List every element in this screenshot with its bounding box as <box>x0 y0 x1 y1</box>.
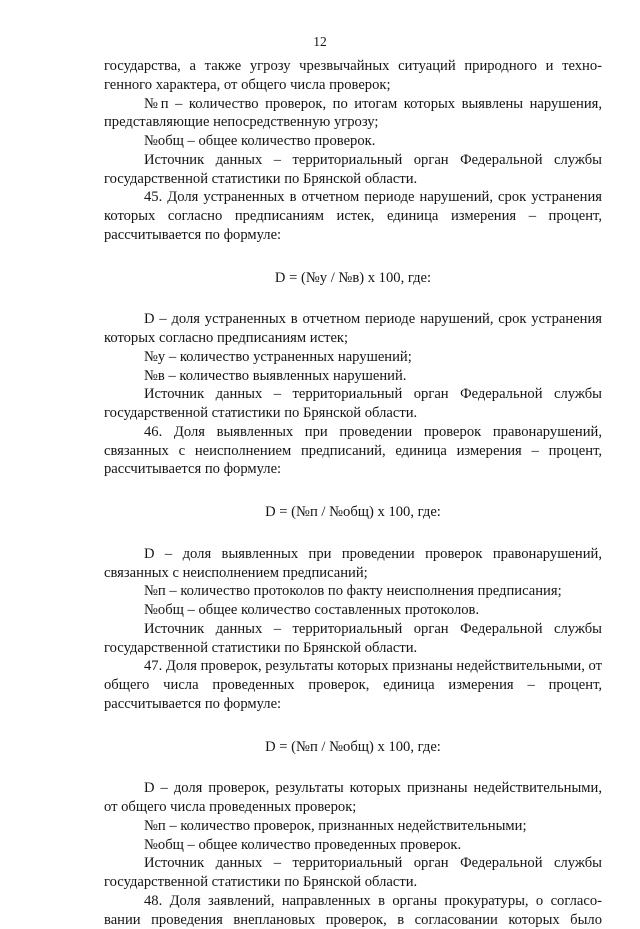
formula: D = (№п / №общ) х 100, где: <box>265 504 441 520</box>
paragraph: Источник данных – территориальный орган Федеральной службы государственной статистики по Брянской области. <box>104 620 602 656</box>
page-number: 12 <box>313 34 327 49</box>
paragraph: Источник данных – территориальный орган Федеральной службы государственной статистики по Брянской области. <box>104 386 602 421</box>
paragraph: 46. Доля выявленных при проведении проверок правонарушений, связанных с неисполнением предписаний, единица измерения – процент, рассчитывается по формуле: <box>104 423 602 478</box>
paragraph: №у – количество устраненных нарушений; <box>144 348 412 365</box>
paragraph: 47. Доля проверок, результаты которых признаны недействительными, от общего числа проведенных проверок, единица измерения – процент, рассчитывается по формуле: <box>104 658 603 712</box>
paragraph: 48. Доля заявлений, направленных в органы прокуратуры, о согласо-вании проведения внеплановых проверок, в согласовании которых было <box>104 892 602 928</box>
paragraph: №общ – общее количество проведенных проверок. <box>144 836 462 853</box>
formula: D = (№п / №общ) х 100, где: <box>265 738 441 755</box>
document-body <box>104 57 602 929</box>
paragraph: D – доля устраненных в отчетном периоде нарушений, срок устранения которых согласно предписаниям истек; <box>104 311 602 346</box>
paragraph: №общ – общее количество составленных протоколов. <box>144 602 480 618</box>
paragraph: государства, а также угрозу чрезвычайных ситуаций природного и техно-генного характера, от общего числа проверок; <box>104 58 602 93</box>
paragraph: Источник данных – территориальный орган Федеральной службы государственной статистики по Брянской области. <box>104 855 602 890</box>
paragraph: D – доля выявленных при проведении проверок правонарушений, связанных с неисполнением предписаний; <box>104 545 602 581</box>
paragraph: D – доля проверок, результаты которых признаны недействительными, от общего числа проведенных проверок; <box>104 780 602 815</box>
formula: D = (№у / №в) х 100, где: <box>274 269 432 286</box>
paragraph: №п – количество проверок, признанных недействительными; <box>144 817 527 834</box>
paragraph: №общ – общее количество проверок. <box>144 133 376 149</box>
paragraph: №п – количество протоколов по факту неисполнения предписания; <box>144 583 562 600</box>
paragraph: №в – количество выявленных нарушений. <box>144 367 407 384</box>
paragraph: 45. Доля устраненных в отчетном периоде нарушений, срок устранения которых согласно предписаниям истек, единица измерения – процент, рассчитывается по формуле: <box>104 189 602 243</box>
paragraph: №п – количество проверок, по итогам которых выявлены нарушения, представляющие непосредственную угрозу; <box>104 95 602 131</box>
paragraph: Источник данных – территориальный орган Федеральной службы государственной статистики по Брянской области. <box>104 151 602 187</box>
